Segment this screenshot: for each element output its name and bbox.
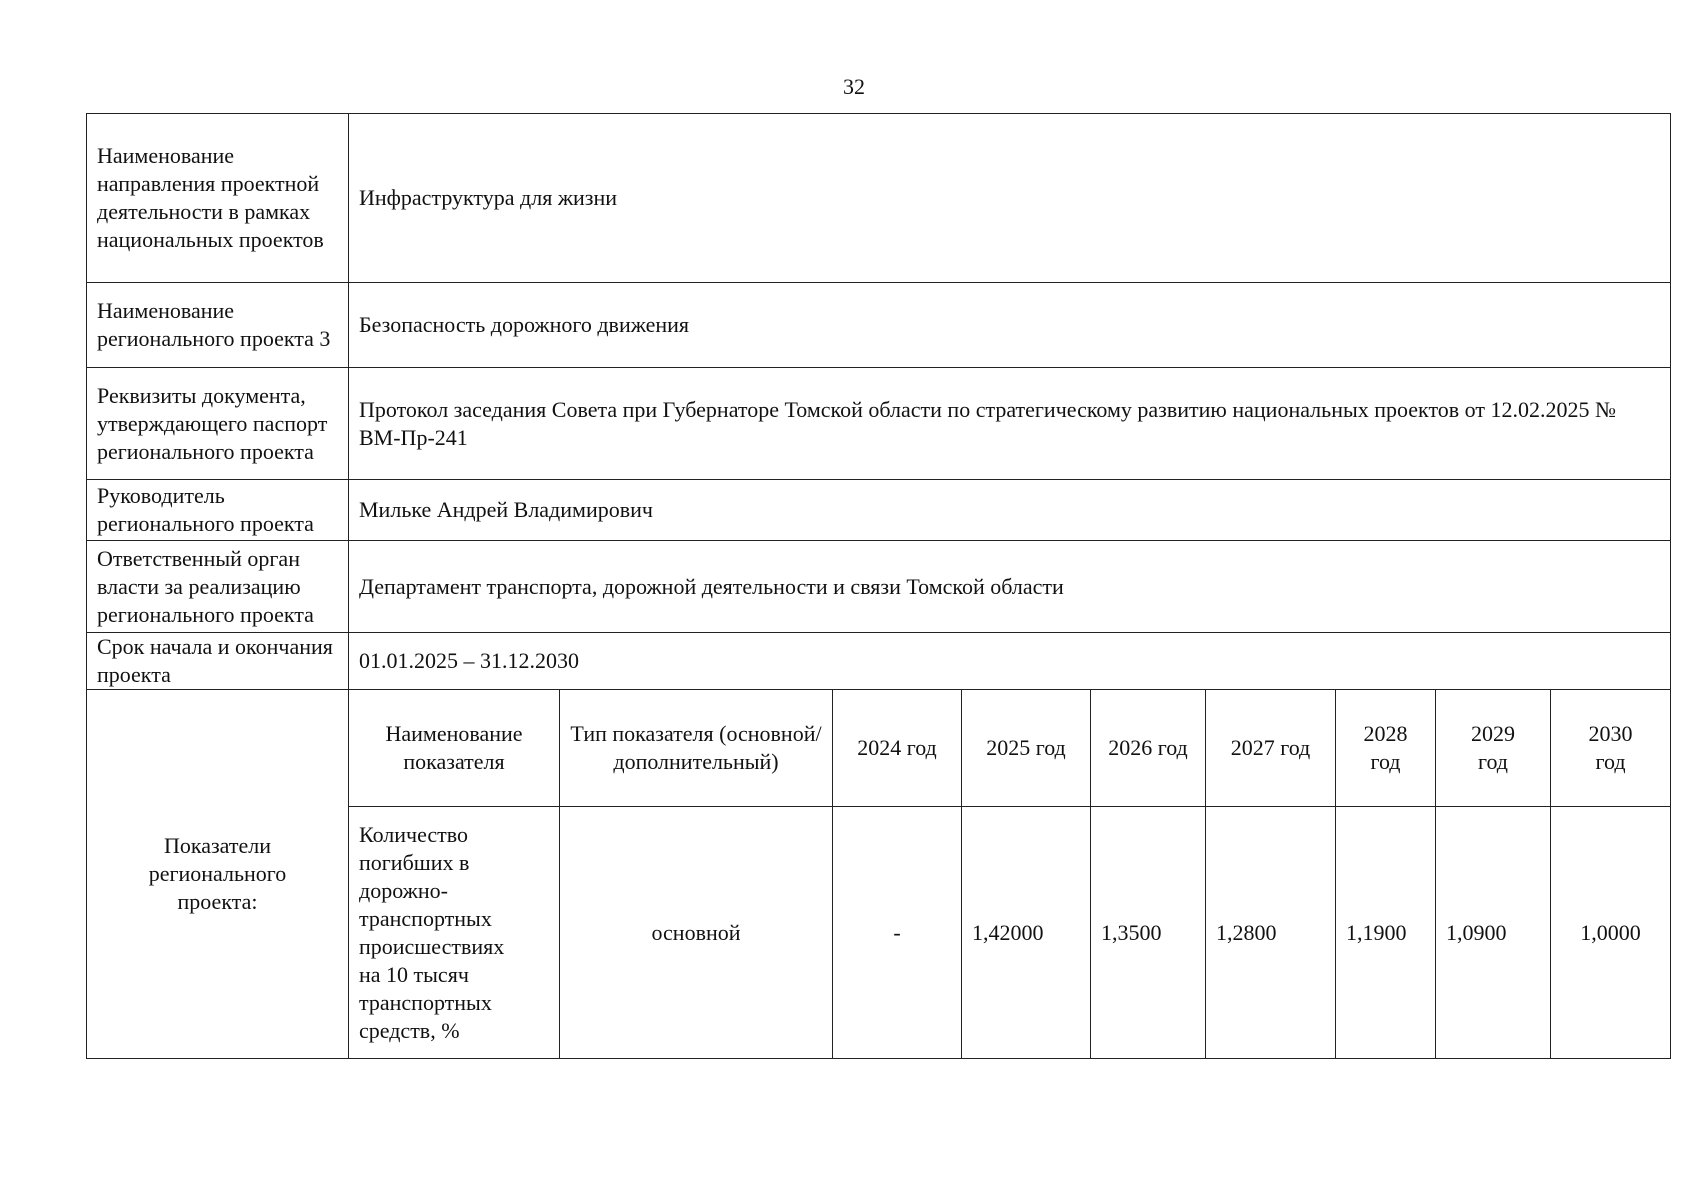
header-2026: 2026 год (1091, 690, 1206, 807)
value-2029: 1,0900 (1436, 807, 1551, 1059)
head-row (87, 480, 1671, 541)
indicator-type: основной (560, 807, 833, 1059)
indicators-label (87, 690, 349, 1059)
project-name-row (87, 283, 1671, 368)
responsible-value: Департамент транспорта, дорожной деятельности и связи Томской области (349, 541, 1671, 633)
header-2024: 2024 год (833, 690, 962, 807)
header-indicator-type: Тип показателя (основной/ дополнительный) (560, 690, 833, 807)
header-2027: 2027 год (1206, 690, 1336, 807)
indicators-label-text: Показатели регионального проекта: (148, 833, 287, 914)
value-2026: 1,3500 (1091, 807, 1206, 1059)
header-2028-text: 2028 год (1363, 721, 1408, 774)
document-row (87, 368, 1671, 480)
header-2029-text: 2029 год (1471, 721, 1515, 774)
project-passport-table (86, 113, 1671, 1059)
value-2027: 1,2800 (1206, 807, 1336, 1059)
period-value: 01.01.2025 – 31.12.2030 (349, 633, 1671, 690)
responsible-label: Ответственный орган власти за реализацию регионального проекта (87, 541, 349, 633)
direction-row (87, 114, 1671, 283)
value-2024: - (833, 807, 962, 1059)
value-2028: 1,1900 (1336, 807, 1436, 1059)
period-label: Срок начала и окончания проекта (87, 633, 349, 690)
value-2030: 1,0000 (1551, 807, 1671, 1059)
header-indicator-name: Наименование показателя (349, 690, 560, 807)
header-2029 (1436, 690, 1551, 807)
direction-value: Инфраструктура для жизни (349, 114, 1671, 283)
indicators-header-row (87, 690, 1671, 807)
responsible-row (87, 541, 1671, 633)
document-value: Протокол заседания Совета при Губернаторе Томской области по стратегическому развитию национальных проектов от 12.02.2025 № ВМ-Пр-241 (349, 368, 1671, 480)
header-2028 (1336, 690, 1436, 807)
head-value: Мильке Андрей Владимирович (349, 480, 1671, 541)
header-2030-text: 2030 год (1588, 721, 1633, 774)
indicator-name-text: Количество погибших в дорожно-транспортных происшествиях на 10 тысяч транспортных средств, % (359, 821, 505, 1043)
header-2025: 2025 год (962, 690, 1091, 807)
document-label: Реквизиты документа, утверждающего паспорт регионального проекта (87, 368, 349, 480)
project-name-value: Безопасность дорожного движения (349, 283, 1671, 368)
page-number: 32 (843, 74, 865, 99)
value-2025: 1,42000 (962, 807, 1091, 1059)
direction-label: Наименование направления проектной деятельности в рамках национальных проектов (87, 114, 349, 283)
indicator-name (349, 807, 560, 1059)
head-label: Руководитель регионального проекта (87, 480, 349, 541)
project-name-label: Наименование регионального проекта 3 (87, 283, 349, 368)
header-2030 (1551, 690, 1671, 807)
period-row (87, 633, 1671, 690)
